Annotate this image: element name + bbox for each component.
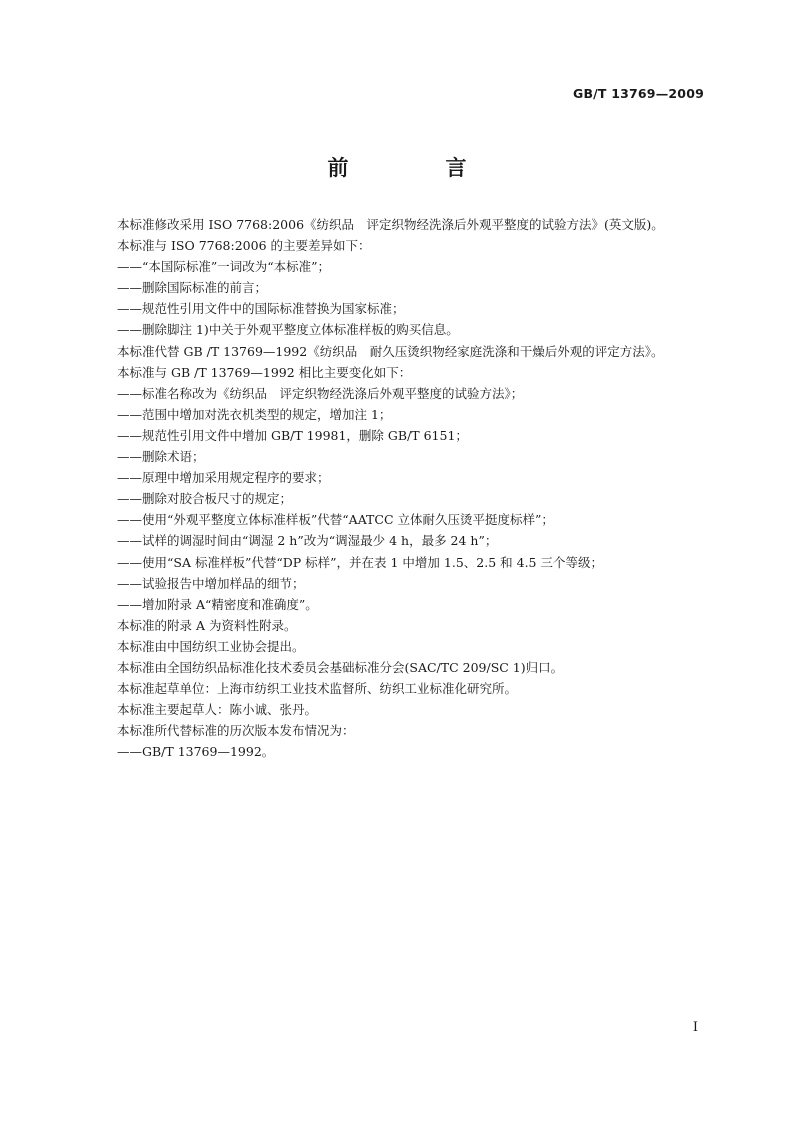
paragraph: 本标准起草单位：上海市纺织工业技术监督所、纺织工业标准化研究所。 xyxy=(117,681,518,697)
list-item: ——“本国际标准”一词改为“本标准”； xyxy=(117,259,331,275)
list-item: ——使用“外观平整度立体标准样板”代替“AATCC 立体耐久压烫平挺度标样”； xyxy=(117,512,554,528)
list-item: ——规范性引用文件中的国际标准替换为国家标准； xyxy=(117,301,405,317)
list-item: ——增加附录 A“精密度和准确度”。 xyxy=(117,596,318,612)
paragraph: 本标准的附录 A 为资料性附录。 xyxy=(117,617,297,633)
list-item: ——规范性引用文件中增加 GB/T 19981，删除 GB/T 6151； xyxy=(117,427,468,443)
list-item: ——删除脚注 1)中关于外观平整度立体标准样板的购买信息。 xyxy=(117,322,459,338)
paragraph: 本标准与 ISO 7768:2006 的主要差异如下： xyxy=(117,238,371,254)
paragraph: 本标准主要起草人：陈小诚、张丹。 xyxy=(117,702,318,718)
paragraph: 本标准所代替标准的历次版本发布情况为： xyxy=(117,723,355,739)
paragraph: 本标准由中国纺织工业协会提出。 xyxy=(117,638,305,654)
list-item: ——删除对胶合板尺寸的规定； xyxy=(117,491,293,507)
list-item: ——原理中增加采用规定程序的要求； xyxy=(117,470,330,486)
list-item: ——删除术语； xyxy=(117,449,205,465)
list-item: ——使用“SA 标准样板”代替“DP 标样”，并在表 1 中增加 1.5、2.5 和 4.5 三个等级； xyxy=(117,554,603,570)
list-item: ——GB/T 13769—1992。 xyxy=(117,744,275,760)
list-item: ——删除国际标准的前言； xyxy=(117,280,268,296)
page-title: 前 言 xyxy=(327,156,505,180)
paragraph: 本标准修改采用 ISO 7768:2006《纺织品 评定织物经洗涤后外观平整度的试验方法》(英文版)。 xyxy=(117,217,664,232)
paragraph: 本标准与 GB /T 13769—1992 相比主要变化如下： xyxy=(117,364,412,380)
paragraph: 本标准由全国纺织品标准化技术委员会基础标准分会(SAC/TC 209/SC 1)归口。 xyxy=(117,659,564,675)
list-item: ——试样的调湿时间由“调湿 2 h”改为“调湿最少 4 h，最多 24 h”； xyxy=(117,533,498,549)
list-item: ——试验报告中增加样品的细节； xyxy=(117,575,305,591)
standard-code: GB/T 13769—2009 xyxy=(572,86,704,101)
list-item: ——标准名称改为《纺织品 评定织物经洗涤后外观平整度的试验方法》； xyxy=(117,385,524,401)
page-number: I xyxy=(692,1020,698,1035)
list-item: ——范围中增加对洗衣机类型的规定，增加注 1； xyxy=(117,406,392,422)
foreword-body xyxy=(117,214,717,762)
paragraph: 本标准代替 GB /T 13769—1992《纺织品 耐久压烫织物经家庭洗涤和干燥后外观的评定方法》。 xyxy=(117,343,664,359)
